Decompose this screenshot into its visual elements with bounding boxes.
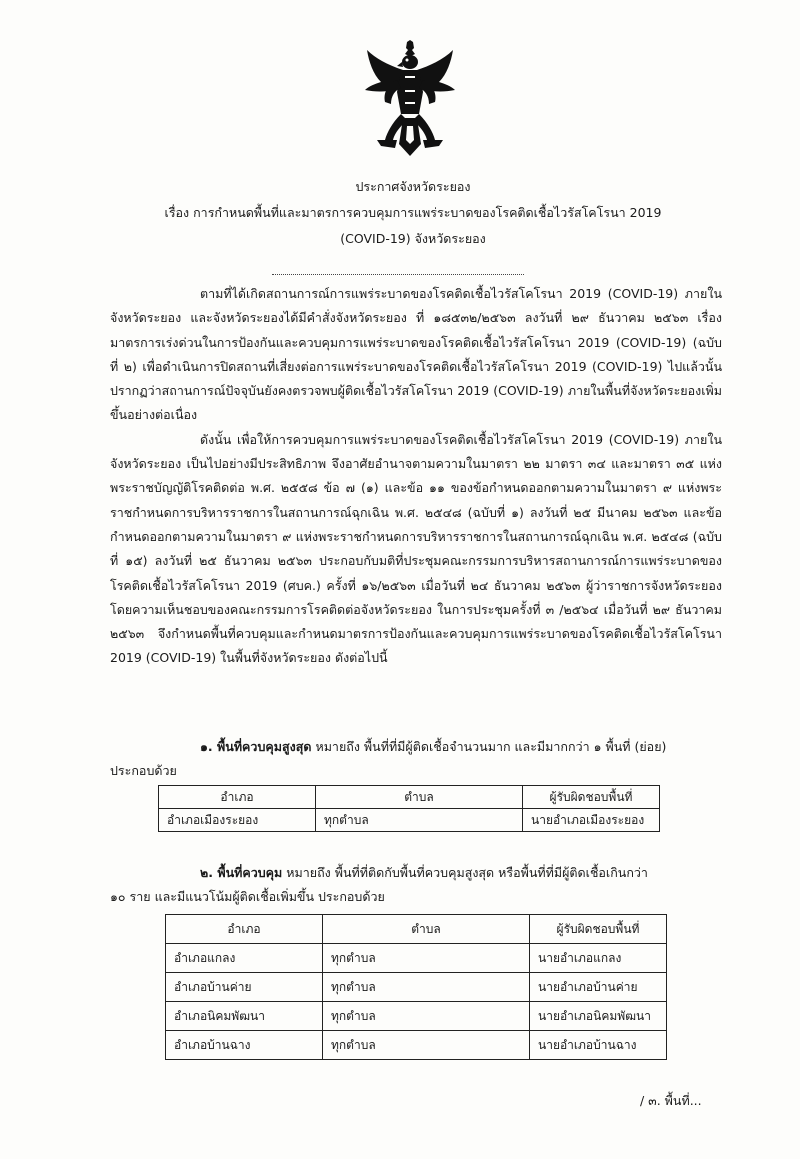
table-cell: นายอำเภอนิคมพัฒนา [530,1002,667,1031]
table-cell: อำเภอบ้านฉาง [166,1031,323,1060]
section-1-desc: หมายถึง พื้นที่ที่มีผู้ติดเชื้อจำนวนมาก และมีมากกว่า ๑ พื้นที่ (ย่อย) [315,739,667,754]
column-header: ผู้รับผิดชอบพื้นที่ [530,915,667,944]
table-row [166,1031,667,1060]
garuda-emblem-icon [363,40,457,158]
table-cell: ทุกตำบล [323,1002,530,1031]
table-header-row [166,915,667,944]
column-header: ตำบล [316,786,523,809]
section-1-heading: ๑. พื้นที่ควบคุมสูงสุด [200,739,312,754]
section-2-desc-2: ๑๐ ราย และมีแนวโน้มผู้ติดเชื้อเพิ่มขึ้น ประกอบด้วย [110,889,385,904]
section-1-table [158,785,660,832]
dotted-divider [272,274,524,275]
table-cell: ทุกตำบล [323,944,530,973]
section-2-heading: ๒. พื้นที่ควบคุม [200,865,283,880]
table-cell: นายอำเภอบ้านฉาง [530,1031,667,1060]
header-line-3: (COVID-19) จังหวัดระยอง [340,231,486,246]
section-1-desc-2: ประกอบด้วย [110,763,177,778]
section-1 [110,735,722,783]
table-cell: นายอำเภอแกลง [530,944,667,973]
table-row [166,944,667,973]
section-2 [110,861,722,909]
table-row [166,973,667,1002]
table-cell: นายอำเภอบ้านค่าย [530,973,667,1002]
section-2-desc: หมายถึง พื้นที่ที่ติดกับพื้นที่ควบคุมสูงสุด หรือพื้นที่ที่มีผู้ติดเชื้อเกินกว่า [286,865,648,880]
table-cell: นายอำเภอเมืองระยอง [523,809,660,832]
continuation-marker: / ๓. พื้นที่... [640,1093,702,1108]
table-cell: ทุกตำบล [316,809,523,832]
announcement-body [110,282,722,671]
table-row [166,1002,667,1031]
table-cell: อำเภอบ้านค่าย [166,973,323,1002]
table-row [159,809,660,832]
column-header: อำเภอ [166,915,323,944]
paragraph-2: ดังนั้น เพื่อให้การควบคุมการแพร่ระบาดของโรคติดเชื้อไวรัสโคโรนา 2019 (COVID-19) ภายในจังหวัดระยอง เป็นไปอย่างมีประสิทธิภาพ จึงอาศัยอำนาจตามความในมาตรา ๒๒ มาตรา ๓๔ และมาตรา ๓๕ แห่งพระราชบัญญัติโรคติดต่อ พ.ศ. ๒๕๕๘ ข้อ ๗ (๑) และข้อ ๑๑ ของข้อกำหนดออกตามความในมาตรา ๙ แห่งพระราชกำหนดการบริหารราชการในสถานการณ์ฉุกเฉิน พ.ศ. ๒๕๔๘ (ฉบับที่ ๑) ลงวันที่ ๒๕ มีนาคม ๒๕๖๓ และข้อกำหนดออกตามความในมาตรา ๙ แห่งพระราชกำหนดการบริหารราชการในสถานการณ์ฉุกเฉิน พ.ศ. ๒๕๔๘ (ฉบับที่ ๑๕) ลงวันที่ ๒๕ ธันวาคม ๒๕๖๓ ประกอบกับมติที่ประชุมคณะกรรมการบริหารสถานการณ์การแพร่ระบาดของโรคติดเชื้อไวรัสโคโรนา 2019 (ศบค.) ครั้งที่ ๑๖/๒๕๖๓ เมื่อวันที่ ๒๔ ธันวาคม ๒๕๖๓ ผู้ว่าราชการจังหวัดระยอง โดยความเห็นชอบของคณะกรรมการโรคติดต่อจังหวัดระยอง ในการประชุมครั้งที่ ๓ /๒๕๖๔ เมื่อวันที่ ๒๙ ธันวาคม ๒๕๖๓ จึงกำหนดพื้นที่ควบคุมและกำหนดมาตรการป้องกันและควบคุมการแพร่ระบาดของโรคติดเชื้อไวรัสโคโรนา 2019 (COVID-19) ในพื้นที่จังหวัดระยอง ดังต่อไปนี้ [110,431,722,666]
table-cell: อำเภอแกลง [166,944,323,973]
column-header: ผู้รับผิดชอบพื้นที่ [523,786,660,809]
table-cell: อำเภอนิคมพัฒนา [166,1002,323,1031]
column-header: ตำบล [323,915,530,944]
table-header-row [159,786,660,809]
table-cell: ทุกตำบล [323,973,530,1002]
header-line-2: เรื่อง การกำหนดพื้นที่และมาตรการควบคุมการแพร่ระบาดของโรคติดเชื้อไวรัสโคโรนา 2019 [164,205,662,220]
header-line-1: ประกาศจังหวัดระยอง [355,179,471,194]
column-header: อำเภอ [159,786,316,809]
announcement-header [110,174,716,252]
table-cell: ทุกตำบล [323,1031,530,1060]
table-cell: อำเภอเมืองระยอง [159,809,316,832]
section-2-table [165,914,667,1060]
paragraph-1: ตามที่ได้เกิดสถานการณ์การแพร่ระบาดของโรคติดเชื้อไวรัสโคโรนา 2019 (COVID-19) ภายในจังหวัดระยอง และจังหวัดระยองได้มีคำสั่งจังหวัดระยอง ที่ ๑๘๕๓๒/๒๕๖๓ ลงวันที่ ๒๙ ธันวาคม ๒๕๖๓ เรื่อง มาตรการเร่งด่วนในการป้องกันและควบคุมการแพร่ระบาดของโรคติดเชื้อไวรัสโคโรนา 2019 (COVID-19) (ฉบับที่ ๒) เพื่อดำเนินการปิดสถานที่เสี่ยงต่อการแพร่ระบาดของโรคติดเชื้อไวรัสโคโรนา 2019 (COVID-19) ไปแล้วนั้น ปรากฏว่าสถานการณ์ปัจจุบันยังคงตรวจพบผู้ติดเชื้อไวรัสโคโรนา 2019 (COVID-19) ภายในพื้นที่จังหวัดระยองเพิ่มขึ้นอย่างต่อเนื่อง [110,286,722,423]
